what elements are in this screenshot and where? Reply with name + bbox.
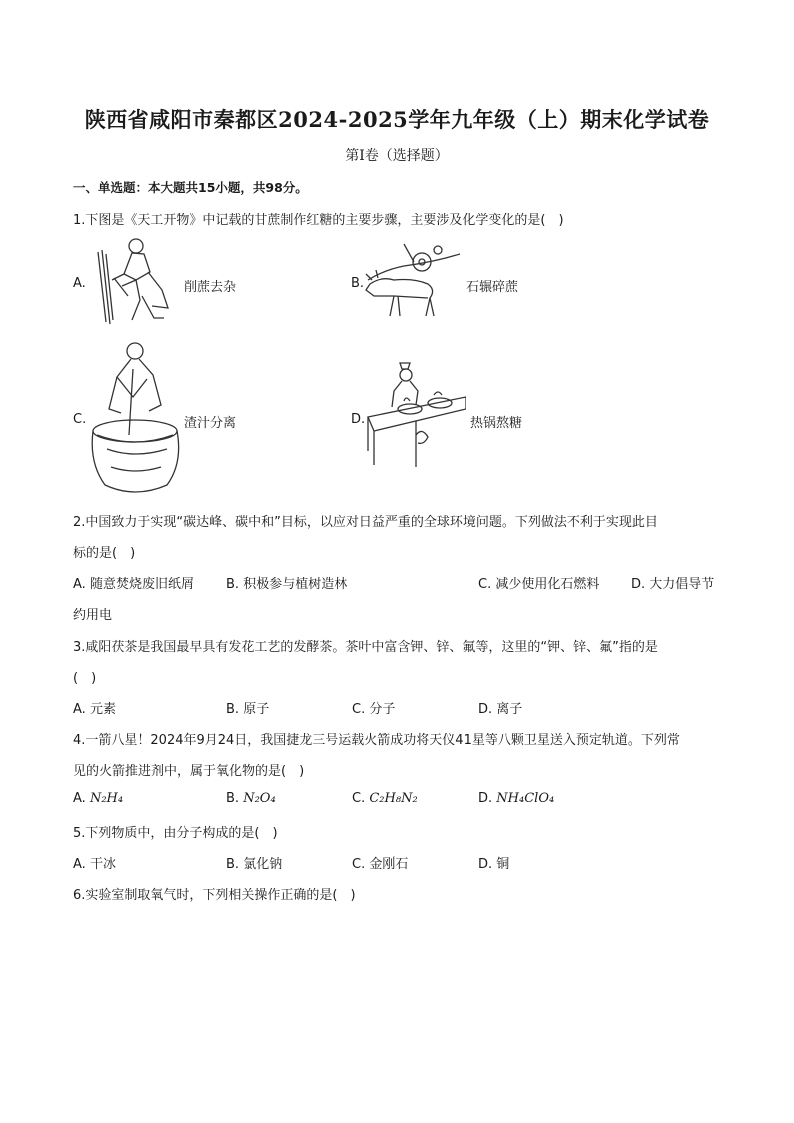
q5-option-d-text: 铜 (496, 857, 510, 872)
cutting-sugarcane-illustration (92, 234, 177, 330)
q5-option-d (478, 853, 509, 872)
q3-option-d-text: 离子 (496, 702, 523, 717)
q5-option-c (352, 853, 408, 872)
q4-option-b-letter: B. (226, 791, 240, 806)
q2-option-d-text: 大力倡导节 (649, 577, 715, 592)
q3-option-a (73, 698, 116, 717)
q2-option-d-letter: D. (631, 577, 646, 592)
question-5-stem: 5.下列物质中，由分子构成的是( ) (73, 826, 278, 841)
q2-option-a-letter: A. (73, 577, 86, 592)
q4-option-c-formula: C₂H₈N₂ (369, 791, 418, 806)
q4-option-b (226, 791, 276, 806)
q4-option-d (478, 791, 554, 806)
pressing-juice-vat-illustration (87, 339, 187, 497)
q1-option-b-letter: B. (351, 276, 365, 291)
q5-option-c-text: 金刚石 (369, 857, 409, 872)
q5-option-b (226, 853, 282, 872)
q2-option-c-text: 减少使用化石燃料 (495, 577, 600, 592)
q3-option-b-letter: B. (226, 702, 240, 717)
q1-option-c-text: 渣汁分离 (184, 416, 237, 431)
q2-option-c (478, 573, 599, 592)
q3-option-c-letter: C. (352, 702, 366, 717)
question-3-stem-line1: 3.咸阳茯茶是我国最早具有发花工艺的发酵茶。茶叶中富含钾、锌、氟等，这里的“钾、锌、氟”指的是 (73, 640, 658, 655)
page-title: 陕西省咸阳市秦都区2024-2025学年九年级（上）期末化学试卷 (84, 107, 710, 132)
q1-option-a-text: 削蔗去杂 (184, 280, 237, 295)
q1-option-d-text: 热锅熬糖 (470, 416, 523, 431)
question-1-stem: 1.下图是《天工开物》中记载的甘蔗制作红糖的主要步骤，主要涉及化学变化的是( ) (73, 213, 564, 228)
q2-option-b (226, 573, 347, 592)
q4-option-a-formula: N₂H₄ (89, 791, 124, 806)
q4-option-d-letter: D. (478, 791, 493, 806)
q3-option-a-text: 元素 (89, 702, 116, 717)
q5-option-b-letter: B. (226, 857, 240, 872)
q4-option-c (352, 791, 418, 806)
q3-option-c-text: 分子 (369, 702, 396, 717)
question-6-stem: 6.实验室制取氧气时，下列相关操作正确的是( ) (73, 888, 356, 903)
q2-option-b-letter: B. (226, 577, 240, 592)
q1-option-a-letter: A. (73, 276, 86, 291)
q3-option-d (478, 698, 522, 717)
part-heading: 第Ⅰ卷（选择题） (345, 148, 449, 164)
question-3-stem-line2: ( ) (73, 671, 97, 686)
q2-option-d (631, 573, 714, 592)
question-4-stem-line1: 4.一箭八星！2024年9月24日，我国捷龙三号运载火箭成功将天仪41星等八颗卫星送入预定轨道。下列常 (73, 733, 680, 748)
q3-option-a-letter: A. (73, 702, 86, 717)
q4-option-a (73, 791, 123, 806)
q2-option-a-text: 随意焚烧废旧纸屑 (89, 577, 194, 592)
q5-option-a-letter: A. (73, 857, 86, 872)
q4-option-b-formula: N₂O₄ (243, 791, 276, 806)
q5-option-b-text: 氯化钠 (243, 857, 283, 872)
q3-option-d-letter: D. (478, 702, 493, 717)
q4-option-d-formula: NH₄ClO₄ (496, 791, 555, 806)
q5-option-a (73, 853, 116, 872)
q4-option-c-letter: C. (352, 791, 366, 806)
ox-stone-roller-illustration (364, 240, 464, 322)
boiling-pots-illustration (366, 361, 466, 469)
q5-option-c-letter: C. (352, 857, 366, 872)
q4-option-a-letter: A. (73, 791, 86, 806)
question-4-stem-line2: 见的火箭推进剂中，属于氧化物的是( ) (73, 764, 305, 779)
question-2-stem-line1: 2.中国致力于实现“碳达峰、碳中和”目标，以应对日益严重的全球环境问题。下列做法不利于实现此目 (73, 515, 658, 530)
q2-option-d-wrap: 约用电 (73, 608, 113, 623)
question-2-stem-line2: 标的是( ) (73, 546, 136, 561)
q1-option-c-letter: C. (73, 412, 87, 427)
q1-option-d-letter: D. (351, 412, 366, 427)
q5-option-d-letter: D. (478, 857, 493, 872)
q3-option-c (352, 698, 395, 717)
q5-option-a-text: 干冰 (89, 857, 116, 872)
q2-option-b-text: 积极参与植树造林 (243, 577, 348, 592)
q3-option-b-text: 原子 (243, 702, 270, 717)
q1-option-b-text: 石辗碎蔗 (466, 280, 519, 295)
q3-option-b (226, 698, 269, 717)
section-heading: 一、单选题：本大题共15小题，共98分。 (73, 180, 308, 195)
q2-option-a (73, 573, 194, 592)
q2-option-c-letter: C. (478, 577, 492, 592)
